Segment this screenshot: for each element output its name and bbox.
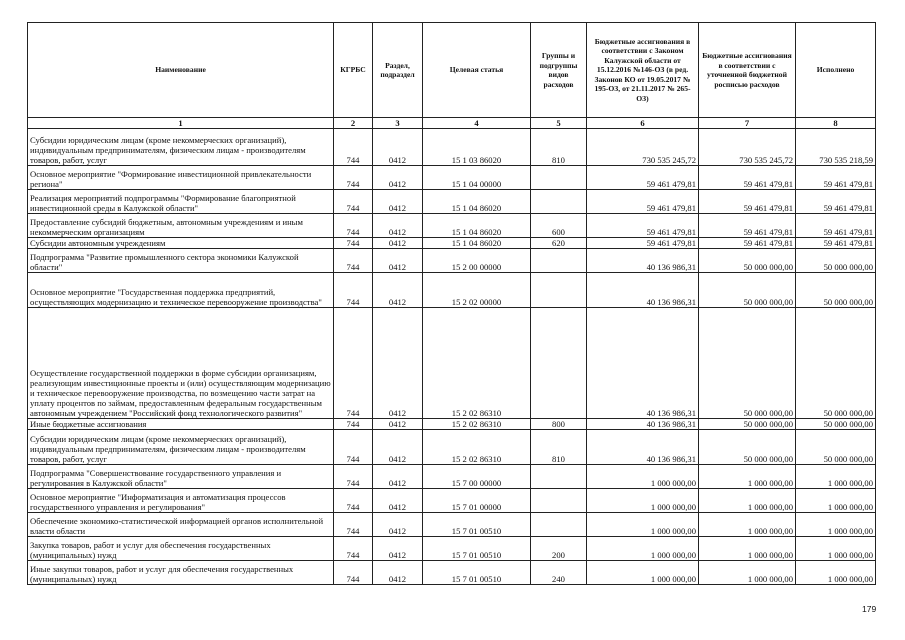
row-executed: 59 461 479,81	[796, 190, 876, 214]
row-expense-group	[531, 465, 587, 489]
table-row	[28, 419, 876, 430]
header-kgrbs: КГРБС	[334, 23, 373, 118]
row-executed: 50 000 000,00	[796, 430, 876, 465]
row-expense-group	[531, 166, 587, 190]
column-number-row	[28, 118, 876, 129]
row-section: 0412	[373, 308, 423, 419]
row-refined: 1 000 000,00	[699, 465, 796, 489]
row-kgrbs: 744	[334, 129, 373, 166]
row-executed: 59 461 479,81	[796, 166, 876, 190]
column-number: 8	[796, 118, 876, 129]
row-target-article: 15 7 01 00510	[423, 537, 531, 561]
row-target-article: 15 7 01 00000	[423, 489, 531, 513]
row-executed: 59 461 479,81	[796, 214, 876, 238]
row-expense-group	[531, 273, 587, 308]
table-row	[28, 430, 876, 465]
row-name: Подпрограмма "Развитие промышленного сектора экономики Калужской области"	[28, 249, 334, 273]
row-expense-group: 810	[531, 129, 587, 166]
header-budget-law: Бюджетные ассигнования в соответствии с Законом Калужской области от 15.12.2016 №146-ОЗ (в ред. Законов КО от 19.05.2017 № 195-ОЗ, от 21.11.2017 № 265-ОЗ)	[587, 23, 699, 118]
row-expense-group: 200	[531, 537, 587, 561]
header-executed: Исполнено	[796, 23, 876, 118]
table-body	[28, 23, 876, 585]
row-name: Основное мероприятие "Формирование инвестиционной привлекательности региона"	[28, 166, 334, 190]
row-budget: 40 136 986,31	[587, 430, 699, 465]
row-refined: 50 000 000,00	[699, 430, 796, 465]
row-refined: 1 000 000,00	[699, 537, 796, 561]
row-budget: 730 535 245,72	[587, 129, 699, 166]
row-executed: 1 000 000,00	[796, 513, 876, 537]
row-section: 0412	[373, 561, 423, 585]
row-refined: 50 000 000,00	[699, 273, 796, 308]
column-number: 2	[334, 118, 373, 129]
table-row	[28, 214, 876, 238]
row-kgrbs: 744	[334, 249, 373, 273]
column-number: 7	[699, 118, 796, 129]
row-refined: 1 000 000,00	[699, 561, 796, 585]
header-section: Раздел, подраздел	[373, 23, 423, 118]
row-kgrbs: 744	[334, 465, 373, 489]
row-budget: 59 461 479,81	[587, 166, 699, 190]
row-refined: 50 000 000,00	[699, 308, 796, 419]
row-target-article: 15 2 02 86310	[423, 419, 531, 430]
row-budget: 1 000 000,00	[587, 465, 699, 489]
row-budget: 1 000 000,00	[587, 561, 699, 585]
row-executed: 50 000 000,00	[796, 249, 876, 273]
row-target-article: 15 2 02 86310	[423, 430, 531, 465]
row-kgrbs: 744	[334, 190, 373, 214]
row-executed: 1 000 000,00	[796, 489, 876, 513]
row-target-article: 15 7 01 00510	[423, 513, 531, 537]
row-budget: 40 136 986,31	[587, 249, 699, 273]
row-target-article: 15 2 02 86310	[423, 308, 531, 419]
row-executed: 1 000 000,00	[796, 537, 876, 561]
row-expense-group: 240	[531, 561, 587, 585]
row-kgrbs: 744	[334, 513, 373, 537]
row-expense-group	[531, 249, 587, 273]
row-section: 0412	[373, 419, 423, 430]
row-name: Основное мероприятие "Информатизация и автоматизация процессов государственного управления и регулирования"	[28, 489, 334, 513]
row-target-article: 15 1 04 86020	[423, 238, 531, 249]
row-name: Основное мероприятие "Государственная поддержка предприятий, осуществляющих модернизацию и техническое перевооружение производства"	[28, 273, 334, 308]
row-expense-group: 600	[531, 214, 587, 238]
row-executed: 1 000 000,00	[796, 465, 876, 489]
row-refined: 50 000 000,00	[699, 419, 796, 430]
row-section: 0412	[373, 166, 423, 190]
row-section: 0412	[373, 537, 423, 561]
row-expense-group: 810	[531, 430, 587, 465]
table-row	[28, 308, 876, 419]
row-target-article: 15 1 04 86020	[423, 214, 531, 238]
row-kgrbs: 744	[334, 273, 373, 308]
table-row	[28, 238, 876, 249]
row-target-article: 15 2 00 00000	[423, 249, 531, 273]
table-row	[28, 465, 876, 489]
row-target-article: 15 1 04 00000	[423, 166, 531, 190]
row-target-article: 15 1 03 86020	[423, 129, 531, 166]
table-row	[28, 190, 876, 214]
row-budget: 1 000 000,00	[587, 513, 699, 537]
row-section: 0412	[373, 430, 423, 465]
column-number: 3	[373, 118, 423, 129]
column-number: 4	[423, 118, 531, 129]
row-section: 0412	[373, 214, 423, 238]
row-budget: 40 136 986,31	[587, 308, 699, 419]
row-executed: 50 000 000,00	[796, 273, 876, 308]
header-name: Наименование	[28, 23, 334, 118]
row-expense-group: 620	[531, 238, 587, 249]
row-budget: 40 136 986,31	[587, 273, 699, 308]
budget-execution-table	[27, 22, 876, 585]
header-refined-budget: Бюджетные ассигнования в соответствии с уточненной бюджетной росписью расходов	[699, 23, 796, 118]
row-section: 0412	[373, 465, 423, 489]
row-target-article: 15 1 04 86020	[423, 190, 531, 214]
row-expense-group	[531, 190, 587, 214]
row-section: 0412	[373, 190, 423, 214]
column-number: 1	[28, 118, 334, 129]
row-expense-group	[531, 513, 587, 537]
row-name: Предоставление субсидий бюджетным, автономным учреждениям и иным некоммерческим организациям	[28, 214, 334, 238]
row-section: 0412	[373, 129, 423, 166]
row-executed: 50 000 000,00	[796, 419, 876, 430]
row-expense-group	[531, 489, 587, 513]
page-number: 179	[862, 604, 877, 614]
row-expense-group	[531, 308, 587, 419]
row-budget: 59 461 479,81	[587, 214, 699, 238]
table-row	[28, 537, 876, 561]
row-budget: 40 136 986,31	[587, 419, 699, 430]
row-refined: 59 461 479,81	[699, 190, 796, 214]
row-budget: 59 461 479,81	[587, 190, 699, 214]
header-row	[28, 23, 876, 118]
row-refined: 1 000 000,00	[699, 489, 796, 513]
row-name: Реализация мероприятий подпрограммы "Формирование благоприятной инвестиционной среды в Калужской области"	[28, 190, 334, 214]
row-name: Обеспечение экономико-статистической информацией органов исполнительной власти области	[28, 513, 334, 537]
row-executed: 50 000 000,00	[796, 308, 876, 419]
row-name: Осуществление государственной поддержки в форме субсидии организациям, реализующим инвестиционные проекты и (или) осуществляющим модернизацию и техническое перевооружение производства, по возмещению части затрат на уплату процентов по займам, предоставленным федеральным государственным автономным учреждением "Российский фонд технологического развития"	[28, 308, 334, 419]
table-row	[28, 513, 876, 537]
row-expense-group: 800	[531, 419, 587, 430]
table-row	[28, 129, 876, 166]
header-expense-group: Группы и подгруппы видов расходов	[531, 23, 587, 118]
row-section: 0412	[373, 273, 423, 308]
row-section: 0412	[373, 489, 423, 513]
row-refined: 59 461 479,81	[699, 214, 796, 238]
row-kgrbs: 744	[334, 238, 373, 249]
table-row	[28, 273, 876, 308]
row-kgrbs: 744	[334, 308, 373, 419]
row-executed: 730 535 218,59	[796, 129, 876, 166]
row-kgrbs: 744	[334, 430, 373, 465]
row-section: 0412	[373, 249, 423, 273]
row-name: Субсидии автономным учреждениям	[28, 238, 334, 249]
row-name: Субсидии юридическим лицам (кроме некоммерческих организаций), индивидуальным предпринимателям, физическим лицам - производителям товаров, работ, услуг	[28, 430, 334, 465]
header-target-article: Целевая статья	[423, 23, 531, 118]
row-name: Подпрограмма "Совершенствование государственного управления и регулирования в Калужской области"	[28, 465, 334, 489]
row-target-article: 15 2 02 00000	[423, 273, 531, 308]
row-target-article: 15 7 01 00510	[423, 561, 531, 585]
row-executed: 1 000 000,00	[796, 561, 876, 585]
row-section: 0412	[373, 238, 423, 249]
table-row	[28, 249, 876, 273]
row-name: Иные бюджетные ассигнования	[28, 419, 334, 430]
row-budget: 59 461 479,81	[587, 238, 699, 249]
row-executed: 59 461 479,81	[796, 238, 876, 249]
row-name: Субсидии юридическим лицам (кроме некоммерческих организаций), индивидуальным предпринимателям, физическим лицам - производителям товаров, работ, услуг	[28, 129, 334, 166]
row-refined: 50 000 000,00	[699, 249, 796, 273]
row-refined: 1 000 000,00	[699, 513, 796, 537]
column-number: 6	[587, 118, 699, 129]
column-number: 5	[531, 118, 587, 129]
row-kgrbs: 744	[334, 166, 373, 190]
row-refined: 59 461 479,81	[699, 166, 796, 190]
table-row	[28, 166, 876, 190]
row-kgrbs: 744	[334, 561, 373, 585]
row-target-article: 15 7 00 00000	[423, 465, 531, 489]
row-budget: 1 000 000,00	[587, 489, 699, 513]
row-kgrbs: 744	[334, 537, 373, 561]
row-name: Закупка товаров, работ и услуг для обеспечения государственных (муниципальных) нужд	[28, 537, 334, 561]
row-section: 0412	[373, 513, 423, 537]
row-kgrbs: 744	[334, 419, 373, 430]
row-budget: 1 000 000,00	[587, 537, 699, 561]
row-name: Иные закупки товаров, работ и услуг для обеспечения государственных (муниципальных) нужд	[28, 561, 334, 585]
row-kgrbs: 744	[334, 214, 373, 238]
table-row	[28, 489, 876, 513]
row-refined: 730 535 245,72	[699, 129, 796, 166]
row-kgrbs: 744	[334, 489, 373, 513]
row-refined: 59 461 479,81	[699, 238, 796, 249]
table-row	[28, 561, 876, 585]
